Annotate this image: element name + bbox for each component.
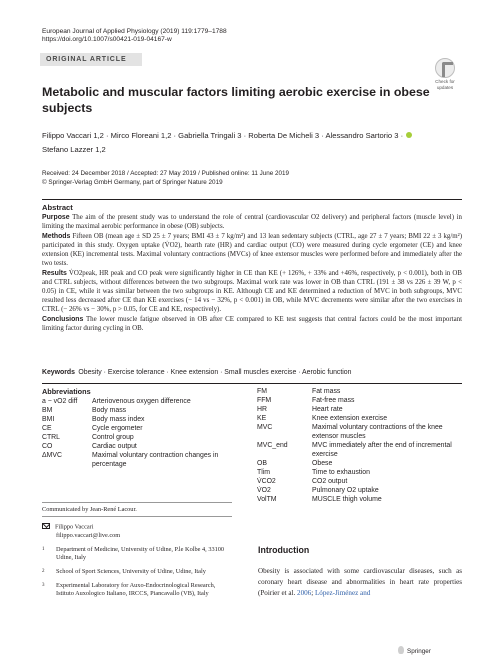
abbreviation-term: CTRL [42,434,60,441]
abbreviation-definition: Control group [92,434,134,441]
results-label: Results [42,270,67,277]
abbreviation-definition: Arteriovenous oxygen difference [92,398,191,405]
abbreviation-term: BM [42,407,53,414]
abbreviations-heading: Abbreviations [42,387,91,396]
abstract-purpose [42,213,462,231]
abbreviation-term: CE [42,425,52,432]
conclusions-label: Conclusions [42,316,84,323]
abbreviation-term: Tlim [257,469,271,476]
communicated-by: Communicated by Jean-René Lacour. [42,502,232,514]
abbreviation-definition: Knee extension exercise [312,415,388,422]
abbreviation-row [257,486,462,495]
keywords-text: Obesity · Exercise tolerance · Knee extension · Small muscles exercise · Aerobic function [78,369,352,376]
abbreviation-definition: Time to exhaustion [312,469,370,476]
results-text: V̇O2peak, HR peak and CO peak were significantly higher in CE than KE (+ 126%, + 33% and +46%, respectively, p < 0.001), both in OB and CTRL subjects, without differences between the two subgroups. Maximal work rate was lower in OB than CTRL (191 ± 38 vs 226 ± 39 W, p < 0.05) in CE, while it was similar between the two subgroups in KE. Although CE and KE determined a reduction of MVC in both subgroups, MVC resulted less decreased after CE than KE exercises (− 14 vs − 32%, p < 0.001) in OB, while MVC decrements were similar after the two exercises in CTRL (− 26% vs − 30%, p > 0.05, for CE and KE, respectively). [42,270,462,313]
email-icon [42,523,50,529]
abbreviation-row [42,415,232,424]
abbreviation-definition: Heart rate [312,406,343,413]
abbreviation-definition: MUSCLE thigh volume [312,496,382,503]
orcid-icon[interactable] [406,132,412,138]
article-type-badge: ORIGINAL ARTICLE [40,53,142,66]
check-updates-line1: Check for [435,79,455,84]
abbreviation-definition: MVC immediately after the end of incremental exercise [312,442,452,458]
abstract-results [42,269,462,314]
abbreviation-term: a − vO2 diff [42,398,78,405]
abbreviation-term: MVC [257,424,273,431]
divider [42,383,462,384]
abbreviation-term: VolTM [257,496,277,503]
introduction-text [258,566,462,599]
doi-link[interactable]: https://doi.org/10.1007/s00421-019-04167-w [42,36,172,43]
check-updates-line2: updates [436,85,454,90]
abstract-methods [42,232,462,268]
abbreviation-definition: Maximal voluntary contractions of the knee extensor muscles [312,424,443,440]
abbreviation-term: BMI [42,416,55,423]
abbreviation-row [42,442,232,451]
keywords [42,368,462,377]
springer-horse-icon [398,646,404,654]
history-dates: Received: 24 December 2018 / Accepted: 27 May 2019 / Published online: 11 June 2019 [42,170,290,177]
abbreviation-row [257,477,462,486]
author-line-2: Stefano Lazzer 1,2 [42,144,106,154]
affiliation-number: 3 [42,582,45,588]
article-title: Metabolic and muscular factors limiting aerobic exercise in obese subjects [42,85,430,115]
abbreviation-definition: Maximal voluntary contraction changes in percentage [92,452,219,468]
purpose-label: Purpose [42,214,70,221]
abstract-conclusions [42,315,462,333]
affiliation-number: 1 [42,546,45,552]
abbreviation-row [257,441,462,459]
abbreviations-box [42,387,462,503]
correspondence [42,516,232,598]
abbreviation-row [257,459,462,468]
keywords-label: Keywords [42,369,75,376]
journal-citation: European Journal of Applied Physiology (2019) 119:1779–1788 [42,28,227,35]
affiliation-number: 2 [42,568,45,574]
copyright: © Springer-Verlag GmbH Germany, part of Springer Nature 2019 [42,178,223,186]
abbreviation-term: OB [257,460,267,467]
abbreviation-definition: CO2 output [312,478,348,485]
intro-text-mid: ; [311,589,315,597]
affiliation-text: Department of Medicine, University of Udine, P.le Kolbe 4, 33100 Udine, Italy [56,545,225,561]
methods-label: Methods [42,233,71,240]
conclusions-text: The lower muscle fatigue observed in OB after CE compared to KE test suggests that central factors could be the most important limiting factor during cycling in OB. [42,316,462,332]
abbreviation-row [257,387,462,396]
author-line-1: Filippo Vaccari 1,2 · Mirco Floreani 1,2 · Gabriella Tringali 3 · Roberta De Micheli 3 · Alessandro Sartorio 3 · [42,131,404,140]
abbreviation-row [257,423,462,441]
affiliations [42,546,232,598]
publisher-footer [398,646,431,656]
abbreviation-row [42,397,232,406]
correspondent-name: Filippo Vaccari [55,523,94,531]
affiliation [42,546,232,562]
abbreviation-row [257,405,462,414]
abstract-heading: Abstract [42,203,73,212]
abbreviation-definition: Cardiac output [92,443,137,450]
abbreviation-term: MVC_end [257,442,288,449]
abbreviation-row [257,414,462,423]
citation-link[interactable]: López-Jiménez and [314,589,371,597]
abbreviation-definition: Pulmonary O2 uptake [312,487,379,494]
abbreviation-term: CO [42,443,53,450]
abbreviation-term: V̇CO2 [257,478,276,485]
abbreviation-definition: Obese [312,460,333,467]
introduction-heading: Introduction [258,545,310,555]
abbreviation-definition: Body mass [92,407,127,414]
citation-link[interactable]: 2006 [297,589,312,597]
article-history [42,170,462,187]
update-icon [435,58,455,78]
affiliation [42,568,232,576]
abbreviation-row [42,433,232,442]
methods-text: Fifteen OB (mean age ± SD 25 ± 7 years; BMI 43 ± 7 kg/m²) and 13 lean sedentary subjects (CTRL, age 27 ± 7 years; BMI 22 ± 3 kg/m²) participated in this study. Oxygen uptake (V̇O2), hearth rate (HR) and cardiac output (CO) were measured during cycle ergometer (CE) and knee extension (KE) incremental tests. Maximal voluntary contractions (MVCs) of knee extensor muscles were performed before and immediately after the two tests. [42,233,462,267]
abstract [42,199,462,333]
abbreviation-term: KE [257,415,267,422]
affiliation-text: Experimental Laboratory for Auxo-Endocrinological Research, Istituto Auxologico Italiano, IRCCS, Piancavallo (VB), Italy [56,581,216,597]
publisher-name: Springer [407,648,431,655]
abbreviation-row [257,495,462,504]
affiliation [42,582,232,598]
abbreviation-definition: Cycle ergometer [92,425,143,432]
abbreviation-row [257,468,462,477]
abbreviation-row [42,451,232,469]
intro-text-start: Obesity is associated with some cardiovascular diseases, such as coronary heart disease and abnormalities in heart rate properties (Poirier et al. [258,567,462,597]
abbreviation-definition: Fat mass [312,388,341,395]
author-list [42,129,462,156]
abbreviations-left-column [42,397,232,469]
abbreviation-definition: Body mass index [92,416,145,423]
purpose-text: The aim of the present study was to understand the role of central (cardiovascular O2 delivery) and peripheral factors (muscle level) in limiting the maximal aerobic performance in obese (OB) subjects. [42,214,462,230]
correspondent-email[interactable]: filippo.vaccari@live.com [56,531,121,539]
abbreviation-term: HR [257,406,267,413]
abbreviation-term: ΔMVC [42,452,62,459]
abbreviation-term: FFM [257,397,272,404]
abbreviation-row [257,396,462,405]
abbreviation-term: V̇O2 [257,487,271,494]
affiliation-text: School of Sport Sciences, University of Udine, Udine, Italy [56,567,206,575]
abbreviation-term: FM [257,388,267,395]
abbreviation-row [42,424,232,433]
abbreviation-definition: Fat-free mass [312,397,355,404]
abbreviation-row [42,406,232,415]
abbreviations-right-column [257,387,462,504]
